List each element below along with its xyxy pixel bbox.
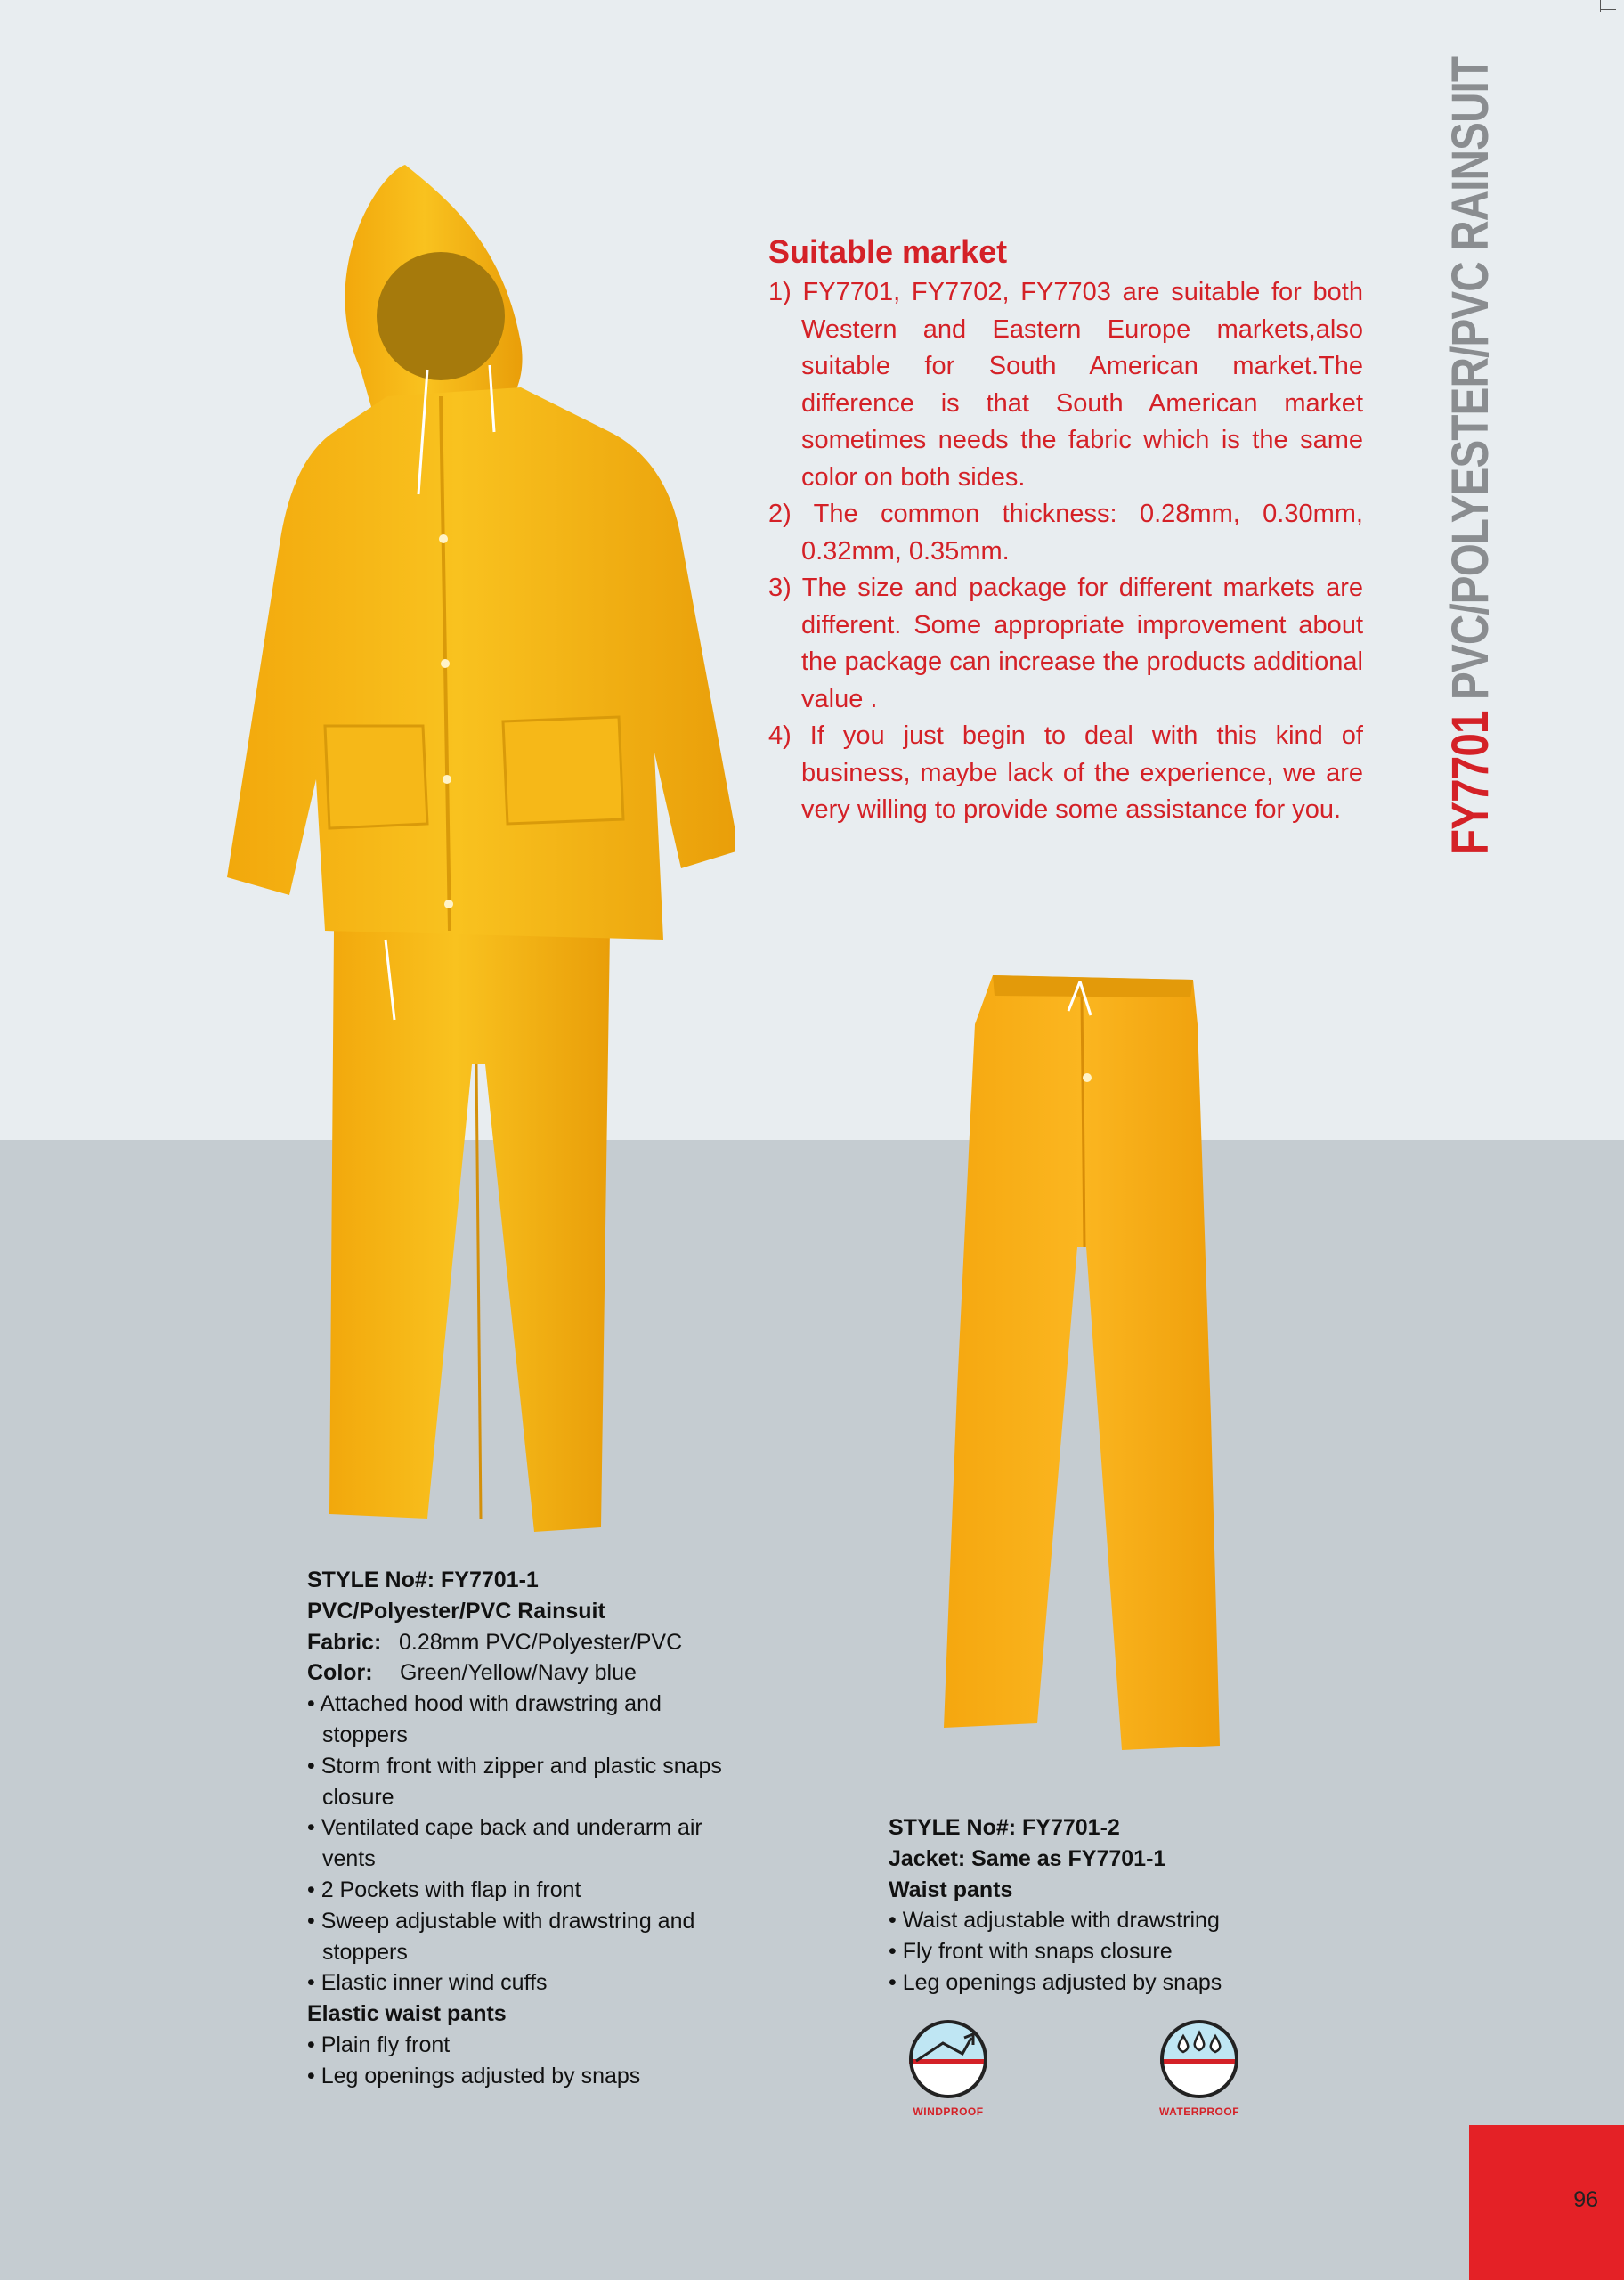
feature-item: • Elastic inner wind cuffs bbox=[307, 1970, 548, 1996]
windproof-icon bbox=[907, 2018, 989, 2100]
color-label: Color: bbox=[307, 1660, 373, 1686]
title-name: PVC/POLYESTER/PVC RAINSUIT bbox=[1441, 56, 1499, 712]
market-item: 1) FY7701, FY7702, FY7703 are suitable for both Western and Eastern Europe markets,also suitable for South American market.The difference is that South American market sometimes needs the fabric which is the same color on both sides. bbox=[768, 278, 1363, 492]
feature-item: • Sweep adjustable with drawstring and stoppers bbox=[307, 1908, 695, 1965]
crop-mark bbox=[1600, 0, 1601, 12]
waterproof-icon bbox=[1158, 2018, 1240, 2100]
feature-item: • Leg openings adjusted by snaps bbox=[307, 2063, 641, 2089]
fabric-line bbox=[307, 1627, 726, 1658]
windproof-label: WINDPROOF bbox=[913, 2105, 984, 2118]
waterproof-badge bbox=[1150, 2018, 1248, 2118]
feature-item: • Ventilated cape back and underarm air vents bbox=[307, 1815, 702, 1872]
product-name: PVC/Polyester/PVC Rainsuit bbox=[307, 1598, 605, 1624]
vertical-title bbox=[1441, 57, 1500, 855]
spec-fy7701-2 bbox=[889, 1812, 1316, 1999]
style-number: STYLE No#: FY7701-2 bbox=[889, 1815, 1120, 1840]
color-line bbox=[307, 1657, 726, 1689]
waterproof-label: WATERPROOF bbox=[1158, 2105, 1240, 2118]
windproof-badge bbox=[899, 2018, 997, 2118]
style-number: STYLE No#: FY7701-1 bbox=[307, 1568, 539, 1592]
spec-fy7701-1 bbox=[307, 1565, 726, 2092]
feature-item: • 2 Pockets with flap in front bbox=[307, 1877, 581, 1902]
pants-heading: Elastic waist pants bbox=[307, 2001, 507, 2027]
feature-item: • Waist adjustable with drawstring bbox=[889, 1908, 1220, 1934]
jacket-line: Jacket: Same as FY7701-1 bbox=[889, 1845, 1166, 1871]
feature-item: • Storm front with zipper and plastic snaps closure bbox=[307, 1753, 722, 1810]
feature-item: • Attached hood with drawstring and stoppers bbox=[307, 1691, 662, 1747]
pants-heading: Waist pants bbox=[889, 1877, 1013, 1902]
page-number-box bbox=[1469, 2125, 1624, 2280]
market-item: 3) The size and package for different markets are different. Some appropriate improvement about the package can increase the products additional value . bbox=[768, 574, 1363, 713]
market-item: 4) If you just begin to deal with this kind of business, maybe lack of the experience, we are very willing to provide some assistance for you. bbox=[768, 721, 1363, 824]
page-number: 96 bbox=[1573, 2187, 1598, 2212]
waist-pants-image bbox=[922, 971, 1229, 1755]
fabric-value: 0.28mm PVC/Polyester/PVC bbox=[399, 1629, 683, 1655]
market-heading: Suitable market bbox=[768, 233, 1008, 270]
color-value: Green/Yellow/Navy blue bbox=[400, 1660, 637, 1686]
feature-item: • Plain fly front bbox=[307, 2032, 451, 2057]
feature-item: • Fly front with snaps closure bbox=[889, 1939, 1173, 1965]
market-item: 2) The common thickness: 0.28mm, 0.30mm, 0.32mm, 0.35mm. bbox=[768, 500, 1363, 566]
fabric-label: Fabric: bbox=[307, 1629, 382, 1655]
suitable-market-section bbox=[768, 233, 1363, 829]
crop-mark bbox=[1600, 9, 1616, 10]
rainsuit-image bbox=[183, 165, 735, 1536]
feature-item: • Leg openings adjusted by snaps bbox=[889, 1969, 1222, 1995]
title-code: FY7701 bbox=[1441, 711, 1499, 855]
